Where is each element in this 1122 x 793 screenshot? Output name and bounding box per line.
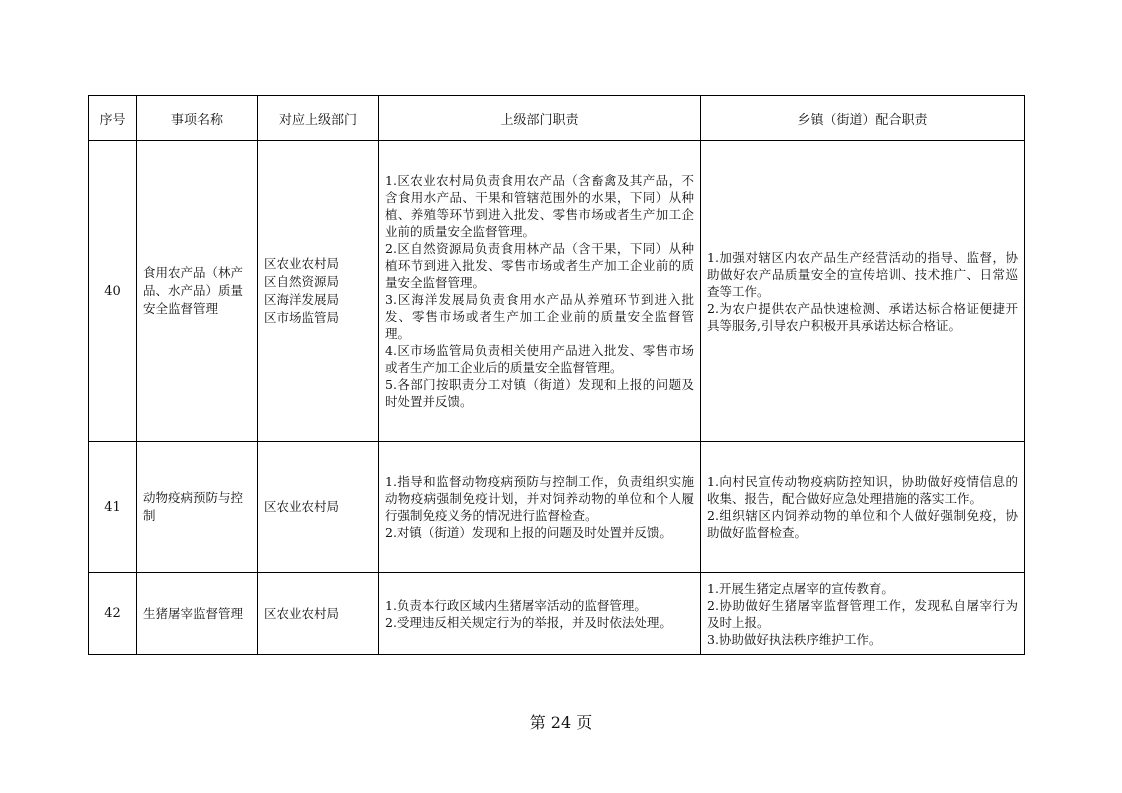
duty-item: 1.区农业农村局负责食用农产品（含畜禽及其产品，不含食用水产品、干果和管辖范围外的水果，下同）从种植、养殖等环节到进入批发、零售市场或者生产加工企业前的质量安全监督管理。 [385, 173, 694, 239]
header-item-name: 事项名称 [137, 96, 258, 141]
duty-item: 2.区自然资源局负责食用林产品（含干果，下同）从种植环节到进入批发、零售市场或者生产加工企业前的质量安全监督管理。 [385, 241, 694, 290]
duty-table-container [88, 95, 1024, 655]
row-number: 40 [89, 141, 137, 442]
town-duty-cell [701, 573, 1025, 655]
table-row [89, 141, 1025, 442]
duty-item: 3.协助做好执法秩序维护工作。 [707, 631, 882, 647]
department-list [258, 141, 379, 442]
page-number: 第 24 页 [529, 713, 593, 732]
table-row [89, 573, 1025, 655]
duty-item: 2.受理违反相关规定行为的举报，并及时依法处理。 [385, 614, 672, 630]
duty-item: 1.加强对辖区内农产品生产经营活动的指导、监督，协助做好农产品质量安全的宣传培训、技术推广、日常巡查等工作。 [707, 249, 1018, 299]
duty-item: 1.向村民宣传动物疫病防控知识，协助做好疫情信息的收集、报告，配合做好应急处理措施的落实工作。 [707, 474, 1018, 506]
duty-item: 5.各部门按职责分工对镇（街道）发现和上报的问题及时处置并反馈。 [385, 377, 694, 409]
department-list [258, 442, 379, 573]
department-name: 区农业农村局 [264, 256, 340, 271]
duty-item: 1.开展生猪定点屠宰的宣传教育。 [707, 580, 894, 596]
header-department: 对应上级部门 [258, 96, 379, 141]
item-name: 食用农产品（林产品、水产品）质量安全监督管理 [137, 141, 258, 442]
table-row [89, 442, 1025, 573]
row-number: 42 [89, 573, 137, 655]
header-number: 序号 [89, 96, 137, 141]
item-name: 生猪屠宰监督管理 [137, 573, 258, 655]
duty-item: 1.指导和监督动物疫病预防与控制工作，负责组织实施动物疫病强制免疫计划，并对饲养动物的单位和个人履行强制免疫义务的情况进行监督检查。 [385, 474, 694, 523]
duty-item: 1.负责本行政区域内生猪屠宰活动的监督管理。 [385, 597, 647, 613]
row-number: 41 [89, 442, 137, 573]
duty-item: 2.对镇（街道）发现和上报的问题及时处置并反馈。 [385, 525, 672, 540]
duty-table [88, 95, 1025, 655]
town-duty-cell [701, 141, 1025, 442]
duty-item: 2.协助做好生猪屠宰监督管理工作，发现私自屠宰行为及时上报。 [707, 597, 1018, 630]
town-duty-cell [701, 442, 1025, 573]
upper-duty-cell [379, 442, 701, 573]
table-header-row [89, 96, 1025, 141]
duty-item: 2.为农户提供农产品快速检测、承诺达标合格证便捷开具等服务,引导农户积极开具承诺达标合格证。 [707, 300, 1018, 333]
department-name: 区市场监管局 [264, 310, 340, 325]
department-name: 区农业农村局 [264, 605, 340, 621]
duty-item: 4.区市场监管局负责相关使用产品进入批发、零售市场或者生产加工企业后的质量安全监督管理。 [385, 343, 694, 375]
department-list [258, 573, 379, 655]
department-name: 区海洋发展局 [264, 292, 340, 307]
duty-item: 2.组织辖区内饲养动物的单位和个人做好强制免疫，协助做好监督检查。 [707, 508, 1018, 540]
department-name: 区农业农村局 [264, 499, 340, 514]
upper-duty-cell [379, 141, 701, 442]
department-name: 区自然资源局 [264, 274, 340, 289]
header-upper-duty: 上级部门职责 [379, 96, 701, 141]
item-name: 动物疫病预防与控制 [137, 442, 258, 573]
upper-duty-cell [379, 573, 701, 655]
header-town-duty: 乡镇（街道）配合职责 [701, 96, 1025, 141]
duty-item: 3.区海洋发展局负责食用水产品从养殖环节到进入批发、零售市场或者生产加工企业前的质量安全监督管理。 [385, 292, 694, 341]
